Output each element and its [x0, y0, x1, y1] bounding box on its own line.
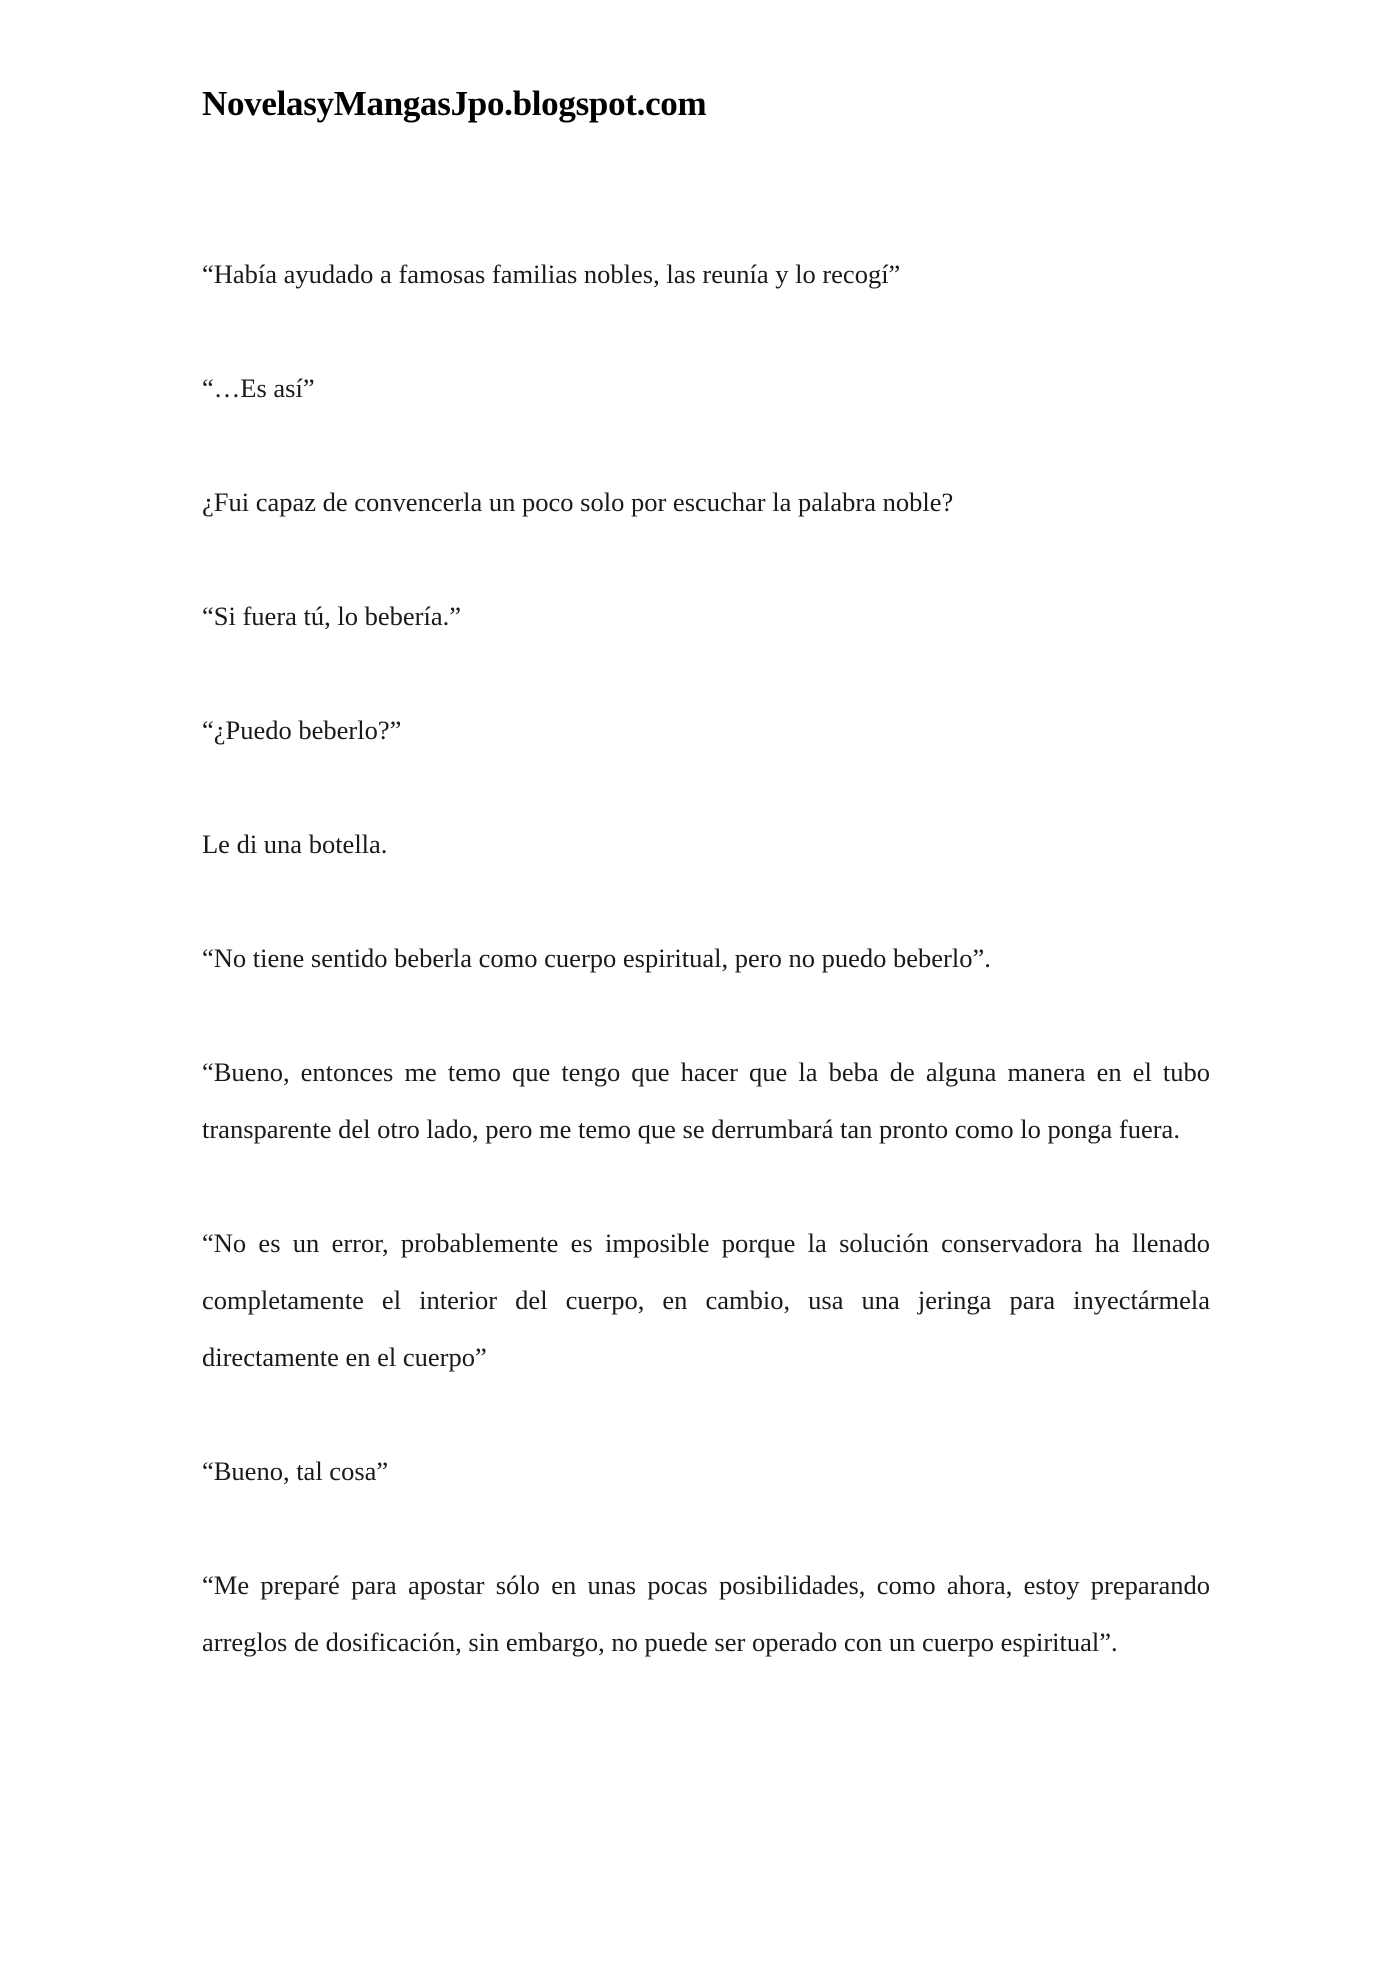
- paragraph: “¿Puedo beberlo?”: [202, 715, 402, 745]
- paragraph: “No es un error, probablemente es imposible porque la solución conservadora ha llenado completamente el interior del cuerpo, en cambio, usa una jeringa para inyectármela directamente en el cuerpo”: [202, 1228, 1210, 1372]
- site-header: NovelasyMangasJpo.blogspot.com: [202, 84, 707, 123]
- paragraph: “Había ayudado a famosas familias nobles, las reunía y lo recogí”: [202, 259, 901, 289]
- paragraph: “Me preparé para apostar sólo en unas pocas posibilidades, como ahora, estoy preparando arreglos de dosificación, sin embargo, no puede ser operado con un cuerpo espiritual”.: [202, 1570, 1210, 1657]
- paragraph: “No tiene sentido beberla como cuerpo espiritual, pero no puedo beberlo”.: [202, 943, 991, 973]
- paragraph: “Si fuera tú, lo bebería.”: [202, 601, 461, 631]
- document-body: [202, 246, 1210, 1728]
- paragraph: “…Es así”: [202, 373, 315, 403]
- paragraph: Le di una botella.: [202, 829, 388, 859]
- paragraph: “Bueno, entonces me temo que tengo que hacer que la beba de alguna manera en el tubo transparente del otro lado, pero me temo que se derrumbará tan pronto como lo ponga fuera.: [202, 1057, 1210, 1144]
- paragraph: ¿Fui capaz de convencerla un poco solo por escuchar la palabra noble?: [202, 487, 954, 517]
- paragraph: “Bueno, tal cosa”: [202, 1456, 389, 1486]
